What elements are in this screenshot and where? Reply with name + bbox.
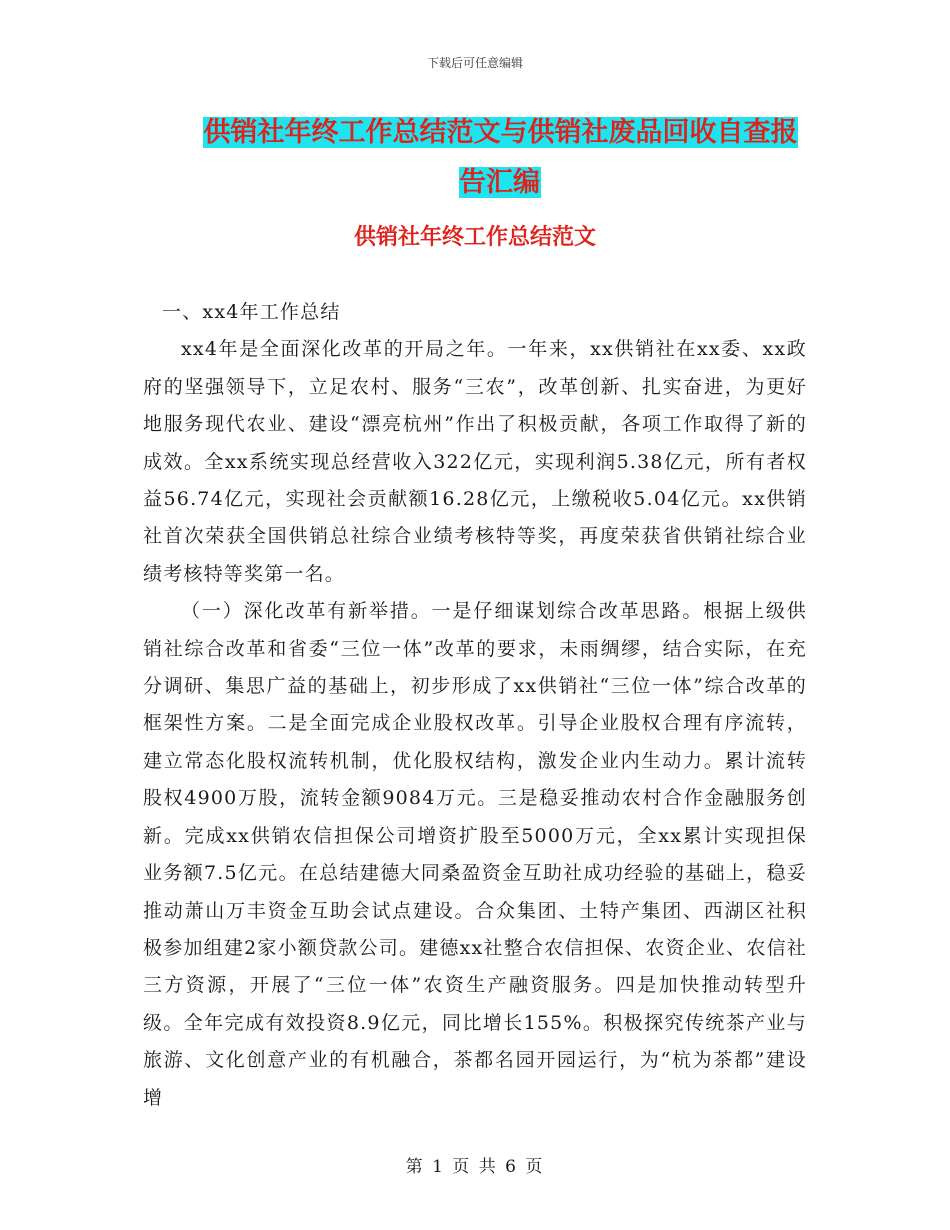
section-title: 供销社年终工作总结范文 — [353, 225, 596, 250]
paragraph: （一）深化改革有新举措。一是仔细谋划综合改革思路。根据上级供销社综合改革和省委“三位一体”改革的要求，未雨绸缪，结合实际，在充分调研、集思广益的基础上，初步形成了xx供销社“三位一体”综合改革的框架性方案。二是全面完成企业股权改革。引导企业股权合理有序流转，建立常态化股权流转机制，优化股权结构，激发企业内生动力。累计流转股权4900万股，流转金额9084万元。三是稳妥推动农村合作金融服务创新。完成xx供销农信担保公司增资扩股至5000万元，全xx累计实现担保业务额7.5亿元。在总结建德大同桑盈资金互助社成功经验的基础上，稳妥推动萧山万丰资金互助会试点建设。合众集团、土特产集团、西湖区社积极参加组建2家小额贷款公司。建德xx社整合农信担保、农资企业、农信社三方资源，开展了“三位一体”农资生产融资服务。四是加快推动转型升级。全年完成有效投资8.9亿元，同比增长155%。积极探究传统茶产业与旅游、文化创意产业的有机融合，茶都名园开园运行，为“杭为茶都”建设增 — [143, 600, 807, 1109]
page-number: 第 1 页 共 6 页 — [405, 1157, 545, 1177]
document-title-text: 供销社年终工作总结范文与供销社废品回收自查报告汇编 — [203, 117, 798, 198]
paragraph: xx4年是全面深化改革的开局之年。一年来，xx供销社在xx委、xx政府的坚强领导下，立足农村、服务“三农”，改革创新、扎实奋进，为更好地服务现代农业、建设“漂亮杭州”作出了积极贡献，各项工作取得了新的成效。全xx系统实现总经营收入322亿元，实现利润5.38亿元，所有者权益56.74亿元，实现社会贡献额16.28亿元，上缴税收5.04亿元。xx供销社首次荣获全国供销总社综合业绩考核特等奖，再度荣获省供销社综合业绩考核特等奖第一名。 — [143, 338, 807, 585]
document-title — [190, 108, 810, 208]
header-note: 下载后可任意编辑 — [426, 56, 523, 70]
paragraph-heading: 一、xx4年工作总结 — [162, 301, 341, 323]
document-body — [143, 294, 807, 1117]
